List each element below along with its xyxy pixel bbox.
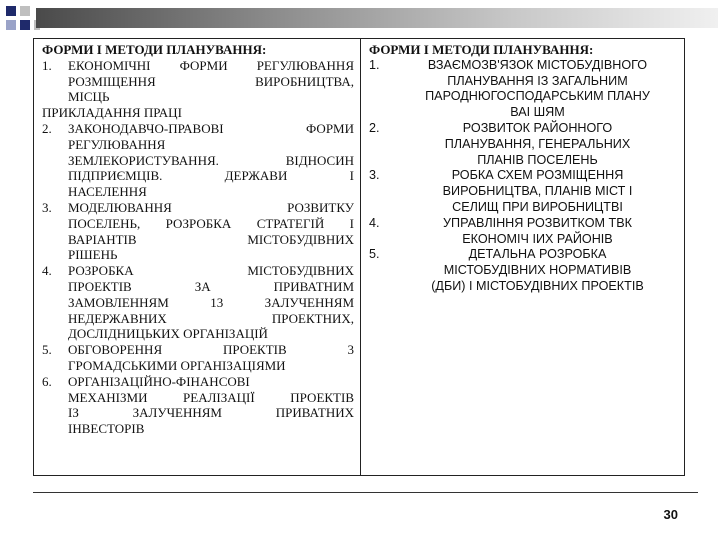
list-item-number: 2. xyxy=(42,120,52,136)
list-item-text: ПЛАНУВАННЯ ІЗ ЗАГАЛЬНИМ xyxy=(447,73,628,88)
right-column-title: ФОРМИ І МЕТОДИ ПЛАНУВАННЯ: xyxy=(369,42,594,57)
content-table xyxy=(33,38,685,476)
list-item xyxy=(369,58,680,121)
list-item-number: 3. xyxy=(42,199,52,215)
list-item-text: УПРАВЛІННЯ РОЗВИТКОМ ТВК xyxy=(443,215,632,230)
list-item-text: РОЗМІЩЕННЯ ВИРОБНИЦТВА, xyxy=(68,73,354,89)
list-item-number: 4. xyxy=(42,263,52,279)
list-item-text: РІШЕНЬ xyxy=(68,247,118,263)
list-item-text: ВЗАЄМОЗВ'ЯЗОК МІСТОБУДІВНОГО xyxy=(427,57,648,72)
list-item-text: НЕДЕРЖАВНИХ ПРОЕКТНИХ, xyxy=(68,310,354,326)
decor-square xyxy=(6,20,16,30)
list-item xyxy=(42,263,354,342)
list-item-text: РОЗВИТОК РАЙОННОГО xyxy=(462,120,613,135)
list-item-text: ЗАМОВЛЕННЯМ 13 ЗАЛУЧЕННЯМ xyxy=(68,294,354,310)
list-item-text: ОРГАНІЗАЦІЙНО-ФІНАНСОВІ xyxy=(68,373,250,389)
list-item-text: ІЗ ЗАЛУЧЕННЯМ ПРИВАТНИХ xyxy=(68,405,354,421)
list-item-text: ПЛАНУВАННЯ, ГЕНЕРАЛЬНИХ xyxy=(444,136,631,151)
list-item xyxy=(369,247,680,294)
decor-square xyxy=(20,6,30,16)
list-item-number: 1. xyxy=(42,57,52,73)
list-item-text: РЕГУЛЮВАННЯ xyxy=(68,136,166,152)
list-item-text: (ДБИ) І МІСТОБУДІВНИХ ПРОЕКТІВ xyxy=(431,278,644,293)
list-item-text: ПОСЕЛЕНЬ, РОЗРОБКА СТРАТЕГІЙ І xyxy=(68,215,354,231)
left-column-title: ФОРМИ І МЕТОДИ ПЛАНУВАННЯ: xyxy=(42,42,267,57)
list-item-text: ЕКОНОМІЧНІ ФОРМИ РЕГУЛЮВАННЯ xyxy=(68,57,354,73)
list-item-text: ПАРОДНЮГОСПОДАРСЬКИМ ПЛАНУ xyxy=(425,89,650,104)
list-item-text: ГРОМАДСЬКИМИ ОРГАНІЗАЦІЯМИ xyxy=(68,357,286,373)
decor-square xyxy=(6,6,16,16)
list-item-number: 5. xyxy=(369,247,380,262)
list-item-text: ВАІ ШЯМ xyxy=(510,105,565,120)
list-item-text: РОЗРОБКА МІСТОБУДІВНИХ xyxy=(68,263,354,279)
list-item-text: ПІДПРИЄМЦІВ. ДЕРЖАВИ І xyxy=(68,168,354,184)
list-item-text: РОБКА СХЕМ РОЗМІЩЕННЯ xyxy=(451,168,624,183)
list-item-text: ПРОЕКТІВ ЗА ПРИВАТНИМ xyxy=(68,278,354,294)
list-item-text: НАСЕЛЕННЯ xyxy=(68,184,147,200)
header-band xyxy=(36,8,718,28)
list-item-text: СЕЛИЩ ПРИ ВИРОБНИЦТВІ xyxy=(452,199,623,214)
list-item-text: ДЕТАЛЬНА РОЗРОБКА xyxy=(468,247,607,262)
list-item-number: 2. xyxy=(369,120,380,135)
list-item-text: ОБГОВОРЕННЯ ПРОЕКТІВ 3 xyxy=(68,342,354,358)
list-item-text: МІСЦЬ xyxy=(68,89,110,105)
list-item xyxy=(42,342,354,374)
list-item-text: ДОСЛІДНИЦЬКИХ ОРГАНІЗАЦІЙ xyxy=(68,326,268,342)
list-item-text: ВАРІАНТІВ МІСТОБУДІВНИХ xyxy=(68,231,354,247)
list-item-text: МІСТОБУДІВНИХ НОРМАТИВІВ xyxy=(443,263,632,278)
decor-square xyxy=(20,20,30,30)
list-item-text: ЕКОНОМІЧ ІИХ РАЙОНІВ xyxy=(462,231,613,246)
list-item-text: ПРИКЛАДАННЯ ПРАЦІ xyxy=(42,105,182,121)
list-item-text: ЗЕМЛЕКОРИСТУВАННЯ. ВІДНОСИН xyxy=(68,152,354,168)
list-item-text: ЗАКОНОДАВЧО-ПРАВОВІ ФОРМИ xyxy=(68,120,354,136)
right-column xyxy=(361,39,684,475)
list-item-text: ІНВЕСТОРІВ xyxy=(68,421,145,437)
list-item-number: 4. xyxy=(369,215,380,230)
list-item-number: 5. xyxy=(42,342,52,358)
list-item-text: МЕХАНІЗМИ РЕАЛІЗАЦІЇ ПРОЕКТІВ xyxy=(68,389,354,405)
page-number: 30 xyxy=(663,507,678,522)
list-item-text: ПЛАНІВ ПОСЕЛЕНЬ xyxy=(477,152,598,167)
list-item-text: МОДЕЛЮВАННЯ РОЗВИТКУ xyxy=(68,199,354,215)
list-item xyxy=(369,168,680,215)
list-item xyxy=(369,216,680,248)
list-item xyxy=(369,121,680,168)
list-item xyxy=(42,200,354,263)
list-item xyxy=(42,58,354,121)
list-item xyxy=(42,374,354,437)
left-column xyxy=(34,39,361,475)
list-item-number: 1. xyxy=(369,57,380,72)
list-item-number: 3. xyxy=(369,168,380,183)
footer-divider xyxy=(33,492,698,493)
list-item-text: ВИРОБНИЦТВА, ПЛАНІВ МІСТ І xyxy=(442,184,633,199)
list-item xyxy=(42,121,354,200)
list-item-number: 6. xyxy=(42,373,52,389)
